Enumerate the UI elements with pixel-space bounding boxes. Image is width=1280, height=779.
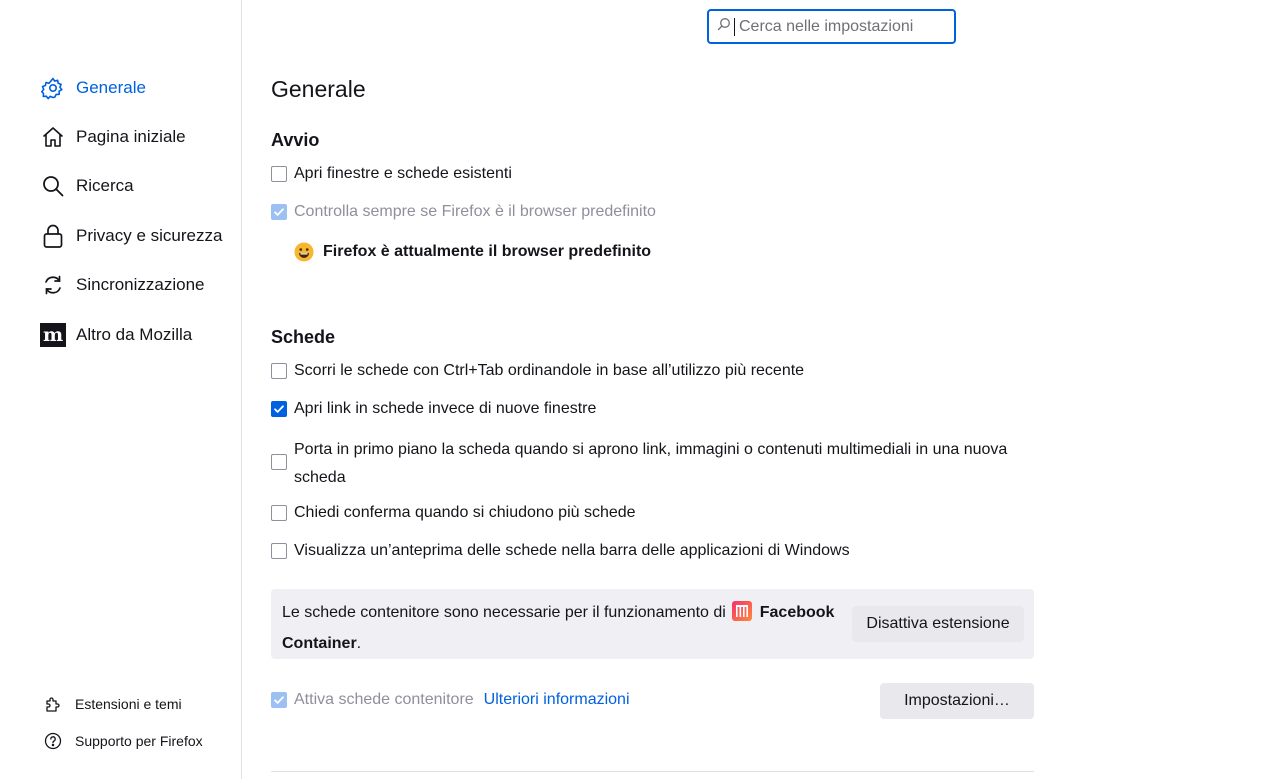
smiley-icon [294,242,314,262]
switch-to-tab-checkbox[interactable] [271,454,287,470]
footer-item-estensioni[interactable] [43,692,182,716]
mozilla-icon [40,322,66,348]
facebook-container-icon [732,601,752,621]
open-links-in-tabs-checkbox[interactable] [271,401,287,417]
ctrl-tab-option[interactable] [271,362,804,380]
sidebar-item-label: Pagina iniziale [76,127,186,146]
sidebar-item-label: Privacy e sicurezza [76,226,223,245]
sync-icon [40,272,66,298]
lock-icon [40,223,66,249]
sidebar-item-generale[interactable] [40,70,146,106]
search-icon [717,17,731,36]
default-browser-status-text: Firefox è attualmente il browser predefinito [323,243,652,260]
switch-to-tab-label: Porta in primo piano la scheda quando si aprono link, immagini o contenuti multimediali in una nuova scheda [294,441,1008,486]
taskbar-preview-checkbox[interactable] [271,543,287,559]
section-heading-avvio: Avvio [271,130,320,150]
open-links-in-tabs-label: Apri link in schede invece di nuove finestre [294,400,597,417]
help-icon [43,731,63,751]
confirm-close-label: Chiedi conferma quando si chiudono più schede [294,504,636,521]
sidebar-item-sincronizzazione[interactable] [40,267,205,303]
sidebar-item-label: Generale [76,78,146,97]
search-input[interactable] [739,18,939,36]
gear-icon [40,75,66,101]
default-browser-check-option [271,203,656,221]
sidebar-item-pagina-iniziale[interactable] [40,119,186,155]
section-divider [271,771,1034,772]
section-heading-schede: Schede [271,327,336,347]
default-browser-check-label: Controlla sempre se Firefox è il browser predefinito [294,203,656,220]
page-title: Generale [271,76,366,102]
container-notice-text [282,597,842,659]
sidebar-item-ricerca[interactable] [40,168,134,204]
switch-to-tab-option[interactable] [271,436,1011,492]
learn-more-link[interactable]: Ulteriori informazioni [483,691,630,708]
extension-name: Facebook Container [282,604,835,652]
containers-label: Attiva schede contenitore [294,691,474,708]
puzzle-icon [43,694,63,714]
home-icon [40,124,66,150]
restore-session-checkbox[interactable] [271,166,287,182]
footer-item-supporto[interactable] [43,729,203,753]
open-links-in-tabs-option[interactable] [271,400,596,418]
sidebar-item-privacy[interactable] [40,218,222,254]
taskbar-preview-label: Visualizza un’anteprima delle schede nella barra delle applicazioni di Windows [294,542,850,559]
footer-item-label: Estensioni e temi [75,696,182,712]
search-icon [40,173,66,199]
sidebar-item-mozilla[interactable] [40,317,192,353]
restore-session-label: Apri finestre e schede esistenti [294,165,512,182]
footer-item-label: Supporto per Firefox [75,733,203,749]
confirm-close-option[interactable] [271,504,636,522]
sidebar [0,0,242,779]
taskbar-preview-option[interactable] [271,542,850,560]
sidebar-item-label: Altro da Mozilla [76,325,193,344]
restore-session-option[interactable] [271,165,512,183]
default-browser-status [294,242,651,262]
sidebar-item-label: Sincronizzazione [76,275,205,294]
search-box[interactable] [707,9,956,44]
default-browser-checkbox [271,204,287,220]
sidebar-item-label: Ricerca [76,176,134,195]
container-notice-before: Le schede contenitore sono necessarie per il funzionamento di [282,604,726,621]
containers-checkbox [271,692,287,708]
ctrl-tab-label: Scorri le schede con Ctrl+Tab ordinandole in base all’utilizzo più recente [294,362,805,379]
svg-text:m: m [42,324,64,346]
confirm-close-checkbox[interactable] [271,505,287,521]
containers-option [271,691,630,709]
ctrl-tab-checkbox[interactable] [271,363,287,379]
container-notice-after: . [356,635,362,652]
disable-extension-button[interactable]: Disattiva estensione [852,606,1024,642]
container-settings-button[interactable]: Impostazioni… [880,683,1034,719]
text-caret [734,18,735,36]
container-notice [271,589,1034,659]
